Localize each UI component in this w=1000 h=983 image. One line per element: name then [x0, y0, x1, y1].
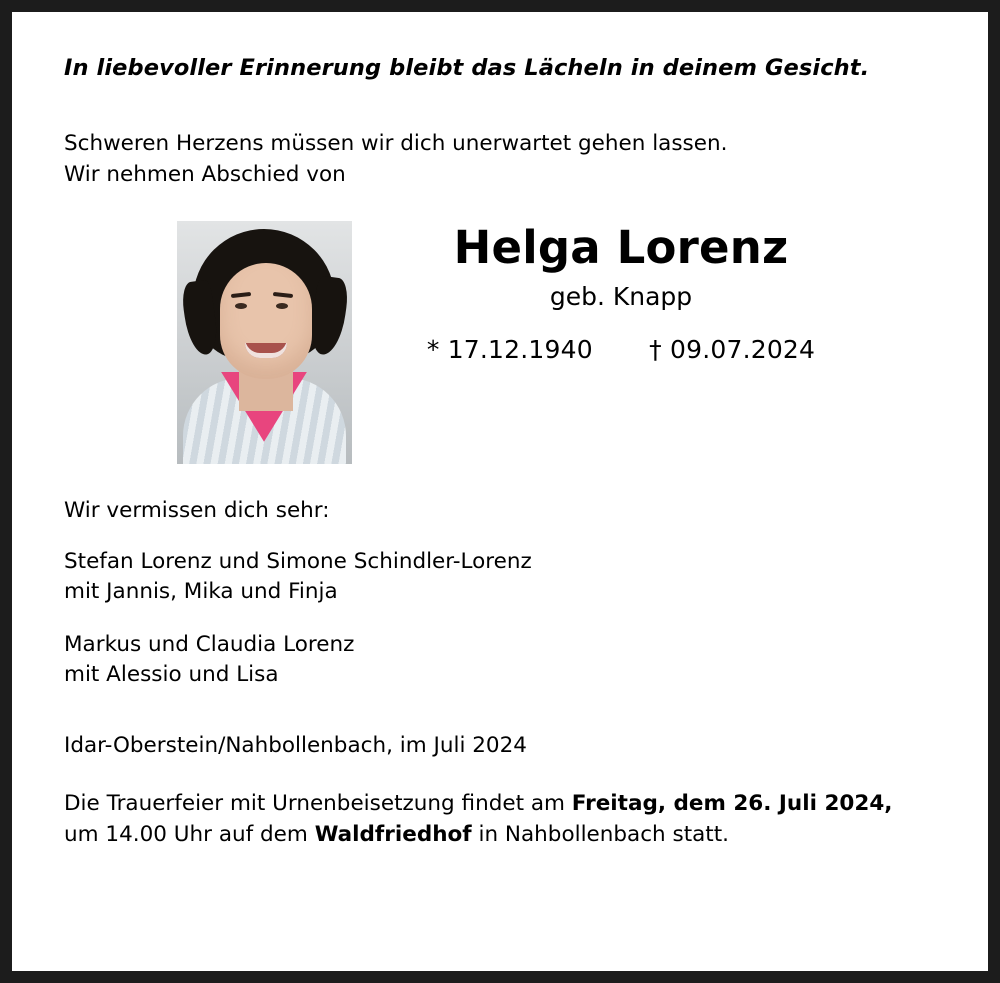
intro-line-1: Schweren Herzens müssen wir dich unerwartet gehen lassen. [64, 131, 728, 157]
service-text-part-2: um 14.00 Uhr auf dem [64, 821, 315, 847]
portrait-eye-right [276, 303, 288, 309]
service-date-bold: Freitag, dem 26. Juli 2024, [571, 790, 893, 816]
service-text-part-3: in Nahbollenbach statt. [471, 821, 730, 847]
family-line: mit Jannis, Mika und Finja [64, 579, 338, 605]
portrait-eye-left [235, 303, 247, 309]
name-block [352, 219, 936, 365]
maiden-name: geb. Knapp [549, 282, 693, 312]
intro-text [64, 129, 936, 190]
person-block [64, 219, 936, 464]
family-line: Stefan Lorenz und Simone Schindler-Lorenz [64, 548, 532, 574]
service-text-part-1: Die Trauerfeier mit Urnenbeisetzung findet am [64, 790, 572, 816]
family-group [64, 630, 936, 691]
place-and-date: Idar-Oberstein/Nahbollenbach, im Juli 2024 [64, 732, 527, 758]
service-location-bold: Waldfriedhof [314, 821, 472, 847]
intro-line-2: Wir nehmen Abschied von [64, 161, 346, 187]
service-info [64, 788, 936, 850]
portrait-face [220, 263, 312, 379]
portrait-photo [177, 221, 352, 464]
life-dates [352, 335, 890, 364]
family-group [64, 547, 936, 608]
death-date: † 09.07.2024 [649, 335, 816, 365]
birth-date: * 17.12.1940 [426, 335, 593, 365]
obituary-card [12, 12, 988, 971]
deceased-name: Helga Lorenz [453, 220, 789, 274]
family-line: Markus und Claudia Lorenz [64, 631, 355, 657]
motto-text: In liebevoller Erinnerung bleibt das Lächeln in deinem Gesicht. [64, 55, 870, 81]
mourning-title: Wir vermissen dich sehr: [64, 497, 330, 523]
family-line: mit Alessio und Lisa [64, 662, 279, 688]
